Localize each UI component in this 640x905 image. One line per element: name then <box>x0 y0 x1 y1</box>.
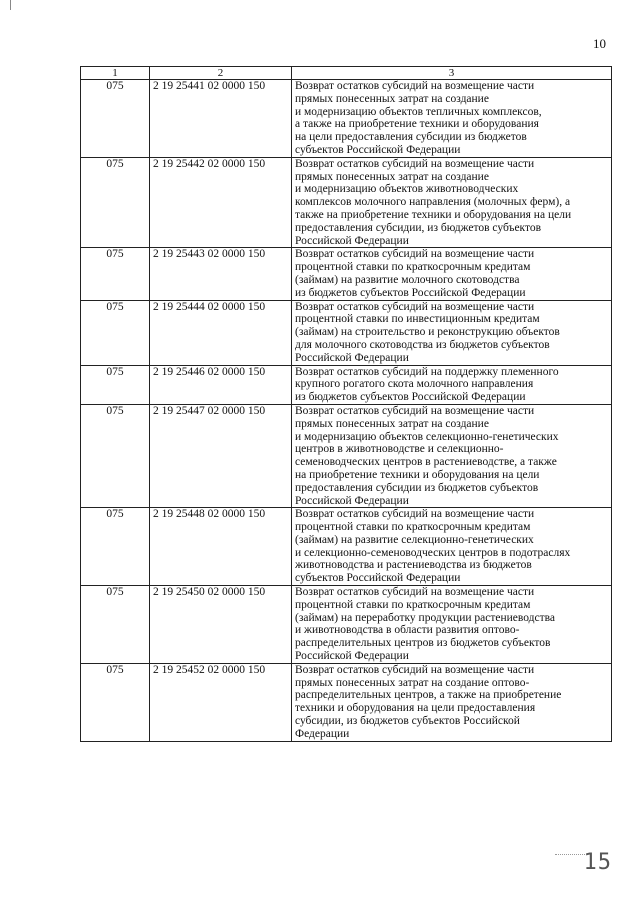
description-line: техники и оборудования на цели предоставления <box>295 702 536 715</box>
description-line: Возврат остатков субсидий на возмещение части <box>295 663 535 676</box>
description-line: также на приобретение техники и оборудования на цели <box>295 208 572 221</box>
table-row <box>81 663 612 741</box>
budget-code-cell: 2 19 25452 02 0000 150 <box>150 663 292 741</box>
description-line: процентной ставки по краткосрочным кредитам <box>295 521 531 534</box>
header-col-2: 2 <box>150 67 292 80</box>
table-row <box>81 365 612 404</box>
description-line: предоставления субсидии, из бюджетов субъектов <box>295 221 542 234</box>
description-cell <box>292 404 612 507</box>
admin-code-cell: 075 <box>81 365 150 404</box>
budget-code-cell: 2 19 25447 02 0000 150 <box>150 404 292 507</box>
budget-code-cell: 2 19 25448 02 0000 150 <box>150 508 292 586</box>
header-col-3: 3 <box>292 67 612 80</box>
table-header-row <box>81 67 612 80</box>
description-line: Российской Федерации <box>295 650 409 663</box>
description-line: прямых понесенных затрат на создание <box>295 417 489 430</box>
description-line: крупного рогатого скота молочного направления <box>295 378 534 391</box>
description-cell <box>292 663 612 741</box>
budget-code-cell: 2 19 25441 02 0000 150 <box>150 80 292 158</box>
description-line: на цели предоставления субсидии из бюджетов <box>295 131 527 144</box>
stamp-number: 15 <box>583 850 612 875</box>
scan-dots <box>555 854 585 855</box>
description-line: субъектов Российской Федерации <box>295 143 461 156</box>
page-number: 10 <box>593 36 606 51</box>
description-line: на приобретение техники и оборудования на цели <box>295 468 540 481</box>
budget-codes-table <box>80 66 612 742</box>
description-line: Федерации <box>295 727 350 740</box>
description-line: прямых понесенных затрат на создание оптово- <box>295 676 530 689</box>
description-line: распределительных центров из бюджетов субъектов <box>295 637 551 650</box>
description-line: предоставления субсидии из бюджетов субъектов <box>295 481 539 494</box>
description-line: для молочного скотоводства из бюджетов субъектов <box>295 338 550 351</box>
description-line: распределительных центров, а также на приобретение <box>295 689 562 702</box>
description-line: (займам) на переработку продукции растениеводства <box>295 611 556 624</box>
description-line: из бюджетов субъектов Российской Федерации <box>295 286 526 299</box>
description-line: Российской Федерации <box>295 351 409 364</box>
admin-code-cell: 075 <box>81 586 150 664</box>
description-line: (займам) на развитие молочного скотоводства <box>295 273 520 286</box>
budget-code-cell: 2 19 25442 02 0000 150 <box>150 157 292 248</box>
budget-code-cell: 2 19 25446 02 0000 150 <box>150 365 292 404</box>
description-line: животноводства и растениеводства из бюджетов <box>295 559 532 572</box>
admin-code-cell: 075 <box>81 248 150 300</box>
scan-mark <box>10 0 11 10</box>
description-line: процентной ставки по краткосрочным кредитам <box>295 261 531 274</box>
admin-code-cell: 075 <box>81 663 150 741</box>
description-line: центров в животноводстве и селекционно- <box>295 443 504 456</box>
header-col-1: 1 <box>81 67 150 80</box>
table-row <box>81 157 612 248</box>
description-cell <box>292 80 612 158</box>
description-line: субъектов Российской Федерации <box>295 572 461 585</box>
table-row <box>81 80 612 158</box>
description-line: из бюджетов субъектов Российской Федерации <box>295 391 526 404</box>
admin-code-cell: 075 <box>81 80 150 158</box>
description-line: процентной ставки по инвестиционным кредитам <box>295 313 540 326</box>
description-line: Возврат остатков субсидий на возмещение части <box>295 586 535 599</box>
admin-code-cell: 075 <box>81 404 150 507</box>
description-line: а также на приобретение техники и оборудования <box>295 118 539 131</box>
description-line: и животноводства в области развития оптово- <box>295 624 520 637</box>
table-row <box>81 586 612 664</box>
admin-code-cell: 075 <box>81 300 150 365</box>
budget-code-cell: 2 19 25444 02 0000 150 <box>150 300 292 365</box>
description-line: (займам) на строительство и реконструкцию объектов <box>295 326 560 339</box>
description-cell <box>292 365 612 404</box>
description-line: Возврат остатков субсидий на поддержку племенного <box>295 365 559 378</box>
budget-code-cell: 2 19 25443 02 0000 150 <box>150 248 292 300</box>
table-row <box>81 508 612 586</box>
table-row <box>81 404 612 507</box>
description-line: Возврат остатков субсидий на возмещение части <box>295 80 535 92</box>
description-line: Возврат остатков субсидий на возмещение части <box>295 404 535 417</box>
description-cell <box>292 586 612 664</box>
description-cell <box>292 300 612 365</box>
description-line: и модернизацию объектов тепличных комплексов, <box>295 105 542 118</box>
description-line: Возврат остатков субсидий на возмещение части <box>295 300 535 313</box>
admin-code-cell: 075 <box>81 157 150 248</box>
description-line: Российской Федерации <box>295 494 409 507</box>
description-line: комплексов молочного направления (молочных ферм), а <box>295 196 571 209</box>
description-line: Возврат остатков субсидий на возмещение части <box>295 508 535 521</box>
budget-code-cell: 2 19 25450 02 0000 150 <box>150 586 292 664</box>
description-line: Возврат остатков субсидий на возмещение части <box>295 248 535 261</box>
admin-code-cell: 075 <box>81 508 150 586</box>
description-line: и селекционно-семеноводческих центров в подотраслях <box>295 546 571 559</box>
description-line: Возврат остатков субсидий на возмещение части <box>295 157 535 170</box>
table-row <box>81 248 612 300</box>
description-cell <box>292 157 612 248</box>
description-cell <box>292 248 612 300</box>
description-line: семеноводческих центров в растениеводстве, а также <box>295 456 557 469</box>
description-line: и модернизацию объектов животноводческих <box>295 183 519 196</box>
description-line: субсидии, из бюджетов субъектов Российской <box>295 715 520 728</box>
description-line: прямых понесенных затрат на создание <box>295 92 489 105</box>
description-line: (займам) на развитие селекционно-генетических <box>295 533 534 546</box>
description-line: процентной ставки по краткосрочным кредитам <box>295 598 531 611</box>
description-cell <box>292 508 612 586</box>
table-row <box>81 300 612 365</box>
description-line: Российской Федерации <box>295 234 409 247</box>
description-line: и модернизацию объектов селекционно-генетических <box>295 430 559 443</box>
description-line: прямых понесенных затрат на создание <box>295 170 489 183</box>
